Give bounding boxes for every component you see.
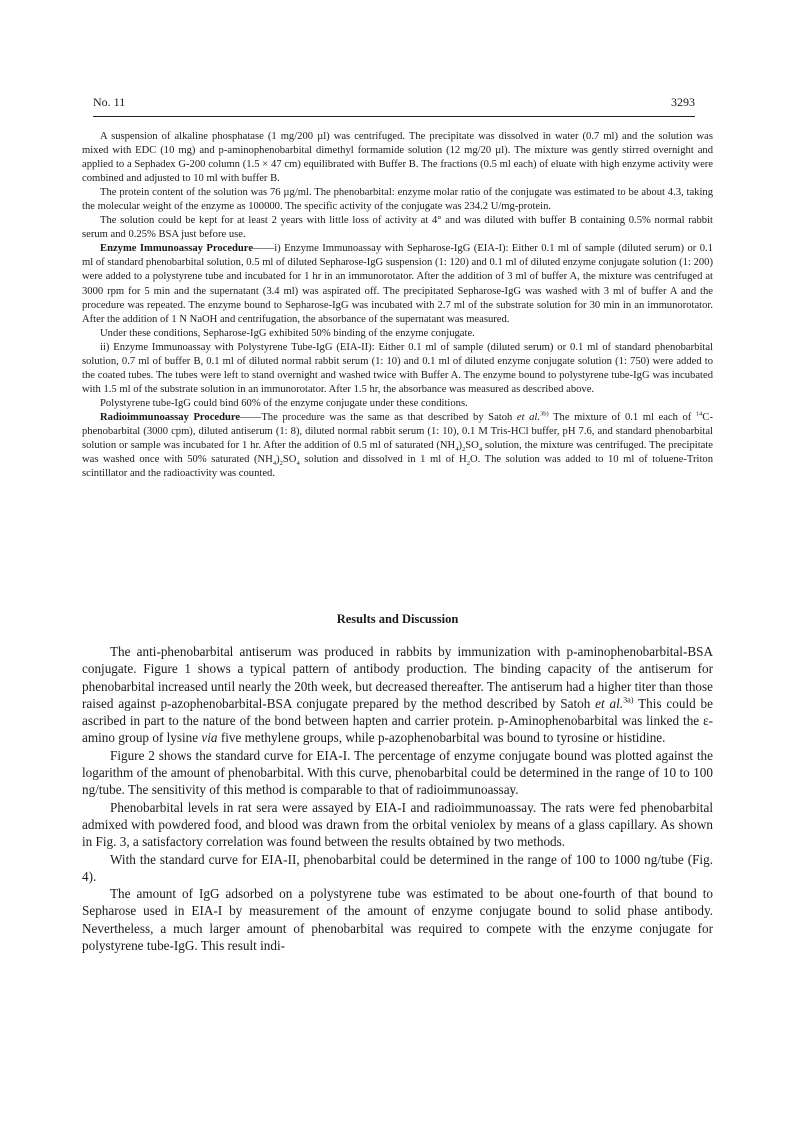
- ria-text: ——The procedure was the same as that described by Satoh: [240, 411, 517, 423]
- ria-text: SO: [282, 454, 297, 466]
- methods-paragraph: [82, 242, 713, 326]
- subscript: 2: [462, 446, 466, 454]
- methods-paragraph: Under these conditions, Sepharose-IgG exhibited 50% binding of the enzyme conjugate.: [100, 327, 475, 339]
- et-al: et al.: [595, 695, 624, 711]
- eia-procedure-text: ——i) Enzyme Immunoassay with Sepharose-IgG (EIA-I): Either 0.1 ml of sample (diluted serum) or 0.1 ml of standard phenobarbital solution, 0.5 ml of diluted Sepharose-IgG suspension (1: 120) and 0.1 ml of diluted enzyme conjugate solution (1: 200) were added to a polystyrene tube and incubated for 1 hr in an immunorotator. After the addition of 3 ml of buffer A, the mixture was centrifuged at 3000 rpm for 5 min and the supernatant (3.4 ml) was aspirated off. The precipitated Sepharose-IgG was washed with 3 ml of buffer A and the procedure was repeated. The enzyme bound to Sepharose-IgG was incubated with 2.7 ml of the substrate solution for 30 min in an immunorotator. After the addition of 1 N NaOH and centrifugation, the absorbance of the supernatant was measured.: [82, 243, 713, 325]
- subscript: 2: [466, 460, 470, 468]
- ria-text: SO: [465, 440, 479, 452]
- reference-marker: 3a): [623, 695, 634, 705]
- results-text: The anti-phenobarbital antiserum was produced in rabbits by immunization with p-aminophenobarbital-BSA conjugate. Figure 1 shows a typical pattern of antibody production. The binding capacity of the antiserum for phenobarbital increased until nearly the 20th week, but decreased thereafter. The antiserum had a higher titer than those raised against p-azophenobarbital-BSA conjugate prepared by the method described by Satoh: [82, 644, 713, 711]
- methods-paragraph: A suspension of alkaline phosphatase (1 mg/200 µl) was centrifuged. The precipitate was dissolved in water (0.7 ml) and the solution was mixed with EDC (10 mg) and p-aminophenobarbital dimethyl formamide solution (12 mg/20 µl). The mixture was gently stirred overnight and applied to a Sephadex G-200 column (1.5 × 47 cm) equilibrated with Buffer B. The fractions (0.5 ml each) of eluate with high enzyme activity were combined and adjusted to 10 ml with buffer B.: [82, 131, 713, 185]
- via-italic: via: [201, 730, 218, 746]
- ria-text: ): [276, 454, 280, 466]
- results-paragraph: Figure 2 shows the standard curve for EIA-I. The percentage of enzyme conjugate bound was plotted against the logarithm of the amount of phenobarbital. With this curve, phenobarbital could be determined in the range of 10 to 100 ng/tube. The sensitivity of this method is comparable to that of radioimmunoassay.: [82, 747, 713, 798]
- subscript: 4: [272, 460, 277, 468]
- ria-text: solution and dissolved in 1 ml of H: [299, 454, 467, 466]
- subscript: 4: [296, 460, 300, 468]
- methods-paragraph: The protein content of the solution was 76 µg/ml. The phenobarbital: enzyme molar ratio of the conjugate was estimated to be about 4.3, taking the molecular weight of the enzyme as 100000. The specific activity of the conjugate was 234.2 U/mg-protein.: [82, 187, 713, 213]
- results-text: This could be ascribed in part to the nature of the bond between hapten and carrier protein. p-Aminophenobarbital was linked the ε-amino group of lysine: [82, 695, 713, 746]
- results-section-title: Results and Discussion: [336, 612, 459, 626]
- ria-text: ): [458, 440, 462, 452]
- methods-paragraph: ii) Enzyme Immunoassay with Polystyrene Tube-IgG (EIA-II): Either 0.1 ml of sample (diluted serum) or 0.1 ml of standard phenobarbital solution, 0.7 ml of buffer B, 0.1 ml of diluted normal rabbit serum (1: 10) and 0.1 ml of diluted enzyme conjugate solution (1: 750) were added to the coated tubes. The tubes were left to stand overnight and washed twice with Buffer A. The enzyme bound to polystyrene tube-IgG was incubated with 1.5 ml of the substrate solution in an immunorotator. After 1.5 hr, the absorbance was measured as described above.: [82, 341, 713, 395]
- subscript: 4: [455, 446, 459, 454]
- results-text: five methylene groups, while p-azophenobarbital was bound to tyrosine or histidine.: [217, 730, 666, 746]
- journal-number: No. 11: [93, 95, 126, 109]
- ria-text: C-phenobarbital (3000 cpm), diluted antiserum (1: 8), diluted normal rabbit serum (1: 10), 0.1 M Tris-HCl buffer, pH 7.6, and standard phenobarbital solution or sample was incubated for 1 hr. After the addition of 0.5 ml of saturated (NH: [82, 411, 714, 452]
- results-paragraph: The amount of IgG adsorbed on a polystyrene tube was estimated to be about one-fourth of that bound to Sepharose used in EIA-I by measurement of the amount of enzyme conjugate bound to solid phase antibody. Nevertheless, a much larger amount of phenobarbital was required to compete with the enzyme conjugate for polystyrene tube-IgG. This result indi-: [82, 886, 713, 954]
- subscript: 2: [279, 460, 283, 468]
- eia-procedure-heading: Enzyme Immunoassay Procedure: [100, 243, 254, 255]
- reference-marker: 3b): [539, 410, 549, 418]
- results-paragraph: With the standard curve for EIA-II, phenobarbital could be determined in the range of 100 to 1000 ng/tube (Fig. 4).: [82, 851, 713, 884]
- methods-paragraph: The solution could be kept for at least 2 years with little loss of activity at 4° and was diluted with buffer B containing 0.5% normal rabbit serum and 0.25% BSA just before use.: [82, 215, 713, 241]
- methods-paragraph: Polystyrene tube-IgG could bind 60% of the enzyme conjugate under these conditions.: [100, 397, 468, 409]
- results-paragraph: Phenobarbital levels in rat sera were assayed by EIA-I and radioimmunoassay. The rats were fed phenobarbital admixed with powdered food, and blood was drawn from the orbital veniolex by means of a glass capillary. As shown in Fig. 3, a satisfactory correlation was found between the results obtained by two methods.: [82, 799, 713, 850]
- ria-procedure-heading: Radioimmunoassay Procedure: [100, 411, 241, 423]
- page-header: [93, 94, 695, 117]
- methods-section: [82, 130, 713, 481]
- page-number: 3293: [671, 95, 695, 109]
- et-al: et al.: [516, 411, 540, 423]
- ria-text: The mixture of 0.1 ml each of: [548, 411, 696, 423]
- ria-text: solution, the mixture was centrifuged. The precipitate was washed once with 50% saturated (NH: [82, 440, 714, 466]
- results-section: [82, 643, 713, 954]
- results-paragraph: [82, 643, 713, 747]
- subscript: 4: [478, 446, 483, 454]
- ria-text: O. The solution was added to 10 ml of toluene-Triton scintillator and the radioactivity was counted.: [82, 454, 714, 480]
- methods-paragraph: [82, 411, 713, 481]
- isotope-superscript: 14: [695, 410, 703, 418]
